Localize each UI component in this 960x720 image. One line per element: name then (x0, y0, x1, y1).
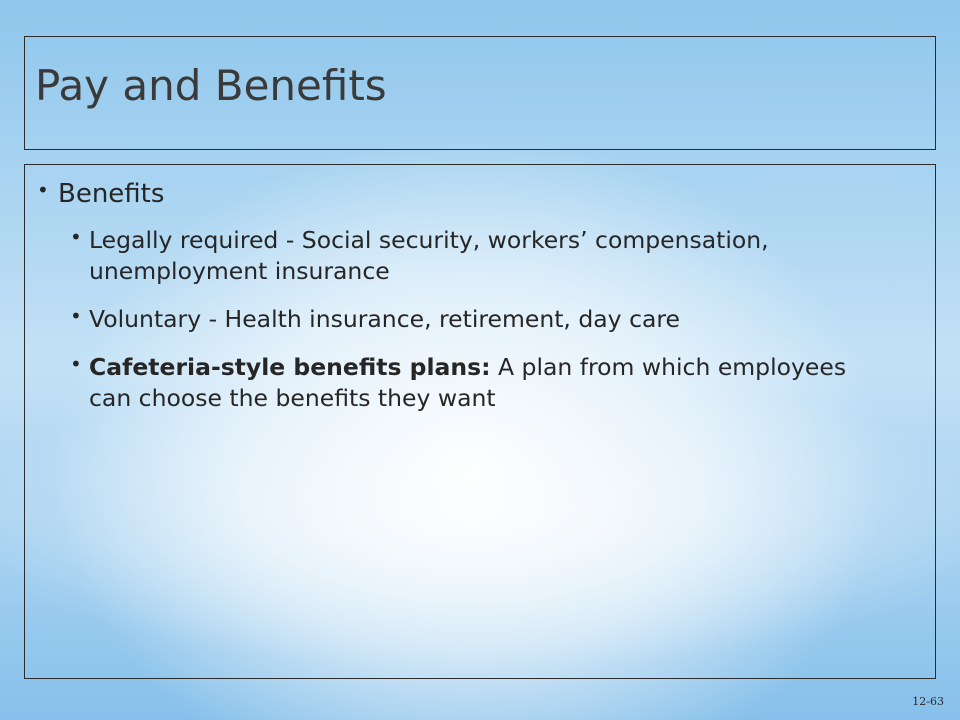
bullet-icon: • (70, 304, 82, 328)
slide-title: Pay and Benefits (35, 61, 387, 110)
bullet-list (25, 177, 935, 431)
bullet-legally-required (25, 225, 935, 287)
title-box (24, 36, 936, 150)
slide-number: 12-63 (912, 695, 944, 708)
bullet-label: Benefits (58, 179, 165, 209)
bullet-icon: • (70, 352, 82, 376)
bullet-text: Voluntary - Health insurance, retirement, day care (89, 305, 680, 333)
bullet-text: A plan from which employees can choose the benefits they want (89, 353, 847, 412)
bullet-text: Legally required - Social security, workers’ compensation, unemployment insurance (89, 226, 769, 285)
content-box (24, 164, 936, 679)
bullet-icon: • (37, 178, 49, 202)
bullet-cafeteria-plans (25, 352, 935, 414)
bullet-voluntary (25, 304, 935, 335)
bullet-term: Cafeteria-style benefits plans: (89, 353, 491, 381)
bullet-icon: • (70, 225, 82, 249)
bullet-benefits (25, 177, 935, 211)
